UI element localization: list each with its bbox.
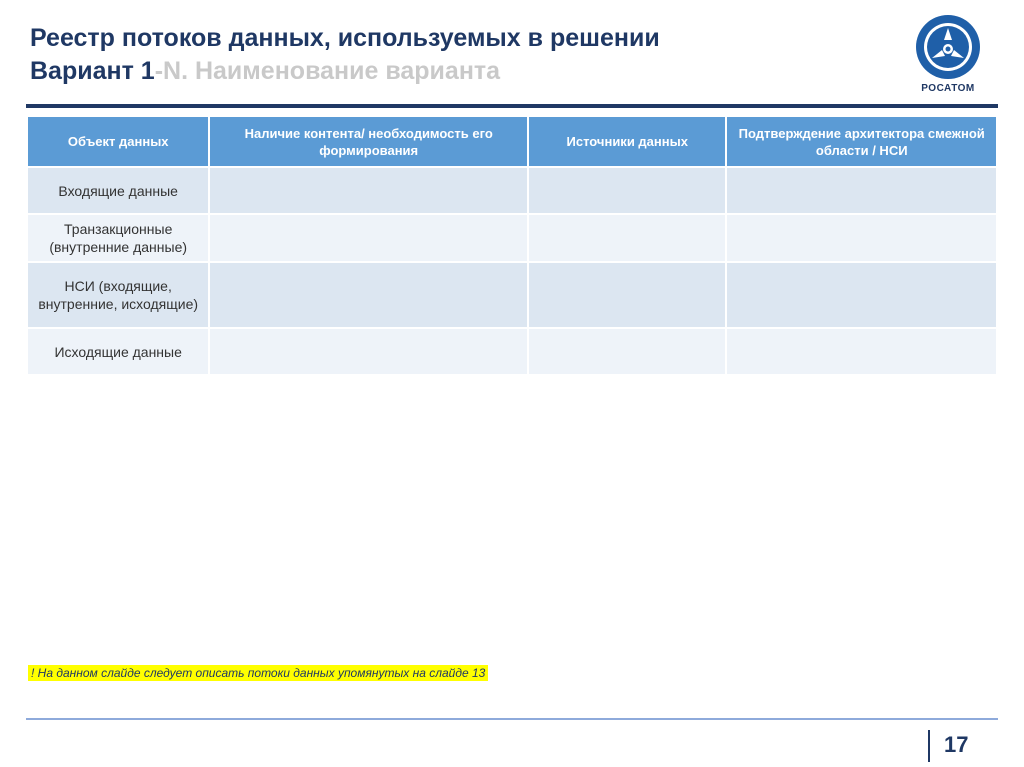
- row-label: НСИ (входящие, внутренние, исходящие): [28, 263, 208, 327]
- footer-divider: [26, 718, 998, 720]
- table-cell: [210, 168, 527, 213]
- highlighted-note: ! На данном слайде следует описать потоки данных упомянутых на слайде 13: [28, 665, 488, 681]
- page-number-separator: [928, 730, 930, 762]
- rosatom-logo-icon: [915, 14, 981, 80]
- table-cell: [210, 263, 527, 327]
- row-label: Транзакционные (внутренние данные): [28, 215, 208, 261]
- row-label: Исходящие данные: [28, 329, 208, 374]
- table-header-row: [28, 117, 996, 166]
- table-cell: [529, 329, 725, 374]
- title-line-2: [30, 55, 890, 88]
- header-approval: Подтверждение архитектора смежной области / НСИ: [727, 117, 996, 166]
- table-cell: [529, 168, 725, 213]
- table-cell: [727, 263, 996, 327]
- table-row: [28, 263, 996, 327]
- table-row: [28, 215, 996, 261]
- title-divider: [26, 104, 998, 108]
- table-cell: [210, 215, 527, 261]
- table-cell: [727, 168, 996, 213]
- table-row: [28, 168, 996, 213]
- table-cell: [529, 263, 725, 327]
- rosatom-logo: [912, 14, 984, 100]
- table-row: [28, 329, 996, 374]
- logo-text: РОСАТОМ: [921, 83, 975, 94]
- header-content: Наличие контента/ необходимость его формирования: [210, 117, 527, 166]
- title-line-1: Реестр потоков данных, используемых в решении: [30, 24, 660, 52]
- table-cell: [727, 329, 996, 374]
- header-sources: Источники данных: [529, 117, 725, 166]
- page-number: 17: [944, 732, 969, 757]
- row-label: Входящие данные: [28, 168, 208, 213]
- title-variant-name: -N. Наименование варианта: [154, 57, 501, 85]
- title-variant: Вариант 1: [30, 57, 155, 85]
- table-cell: [529, 215, 725, 261]
- header-data-object: Объект данных: [28, 117, 208, 166]
- data-flow-table: [26, 115, 998, 376]
- slide-title: [30, 22, 890, 88]
- table-cell: [210, 329, 527, 374]
- table-cell: [727, 215, 996, 261]
